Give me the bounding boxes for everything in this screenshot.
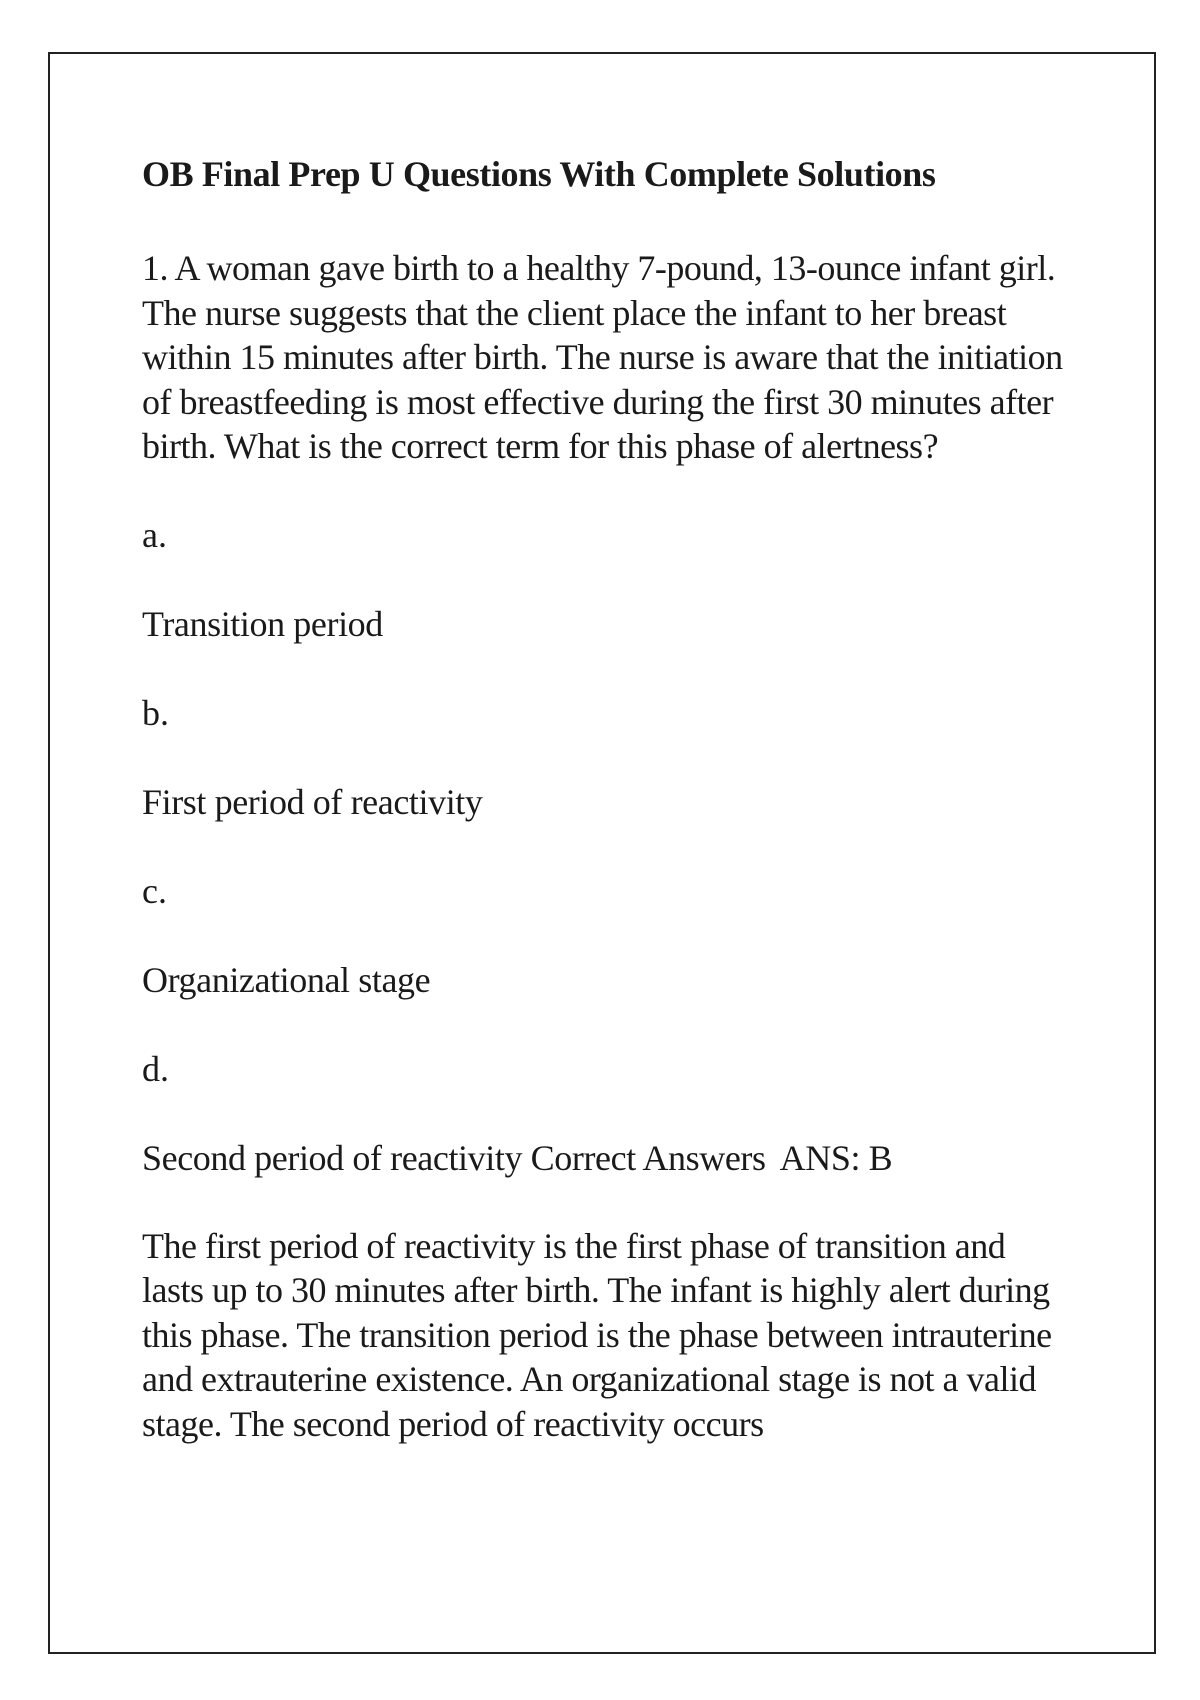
question-text: 1. A woman gave birth to a healthy 7-pound, 13-ounce infant girl. The nurse suggests that the client place the infant to her breast within 15 minutes after birth. The nurse is aware that the initiation of breastfeeding is most effective during the first 30 minutes after birth. What is the correct term for this phase of alertness? xyxy=(142,248,1063,466)
option-c-letter: c. xyxy=(142,870,167,911)
option-d-text: Second period of reactivity Correct Answers xyxy=(142,1137,766,1178)
option-a-letter: a. xyxy=(142,514,167,555)
rationale-text: The first period of reactivity is the first phase of transition and lasts up to 30 minutes after birth. The infant is highly alert during this phase. The transition period is the phase between intrauterine and extrauterine existence. An organizational stage is not a valid stage. The second period of reactivity occurs xyxy=(142,1225,1052,1444)
option-c-text: Organizational stage xyxy=(142,959,431,1000)
answer-key: ANS: B xyxy=(779,1137,893,1178)
option-d-letter: d. xyxy=(142,1048,169,1089)
option-b-letter: b. xyxy=(142,692,169,733)
option-a-text: Transition period xyxy=(142,603,383,644)
answer-options xyxy=(142,513,1072,1180)
document-body xyxy=(142,152,1072,1446)
option-d-line xyxy=(142,1136,1072,1180)
document-title: OB Final Prep U Questions With Complete Solutions xyxy=(142,154,936,194)
option-b-text: First period of reactivity xyxy=(142,781,483,822)
